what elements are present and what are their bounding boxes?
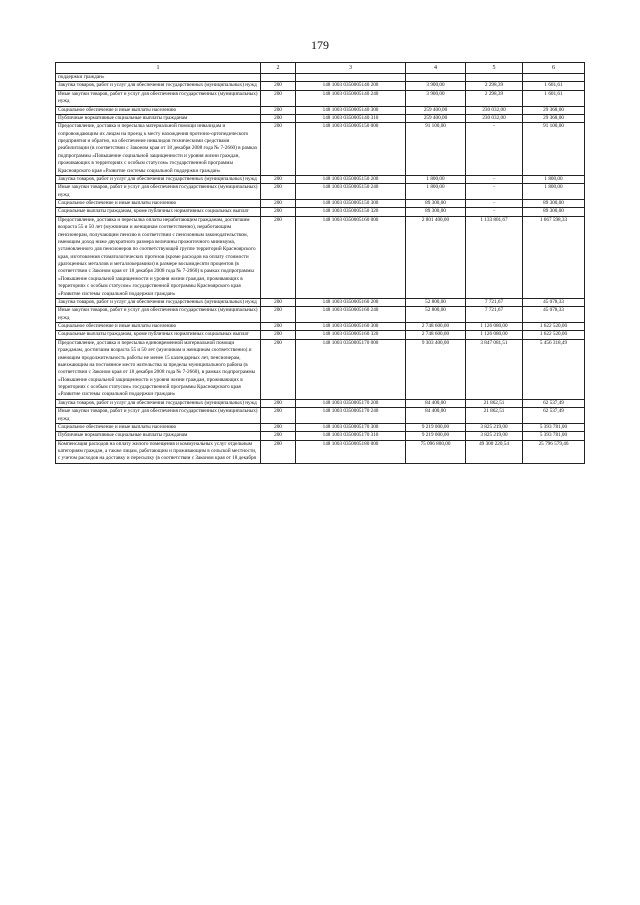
row-remainder-cell: 29 368,00 [523, 114, 585, 122]
table-row [56, 339, 585, 399]
row-name-cell: Публичные нормативные социальные выплаты гражданам [56, 432, 261, 440]
table-row [56, 408, 585, 424]
table-row [56, 298, 585, 306]
row-kbk-cell: 148 1003 0350005140 240 [296, 90, 406, 106]
row-name-cell: поддержки граждан» [56, 74, 261, 82]
row-plan-cell: 75 096 800,00 [406, 440, 466, 463]
column-header: 1 [56, 63, 261, 74]
table-row [56, 200, 585, 208]
row-plan-cell: 89 300,00 [406, 200, 466, 208]
row-remainder-cell: 1 601,61 [523, 82, 585, 90]
row-code-cell: 200 [261, 216, 296, 298]
row-fact-cell: 230 032,00 [466, 114, 523, 122]
row-code-cell: 200 [261, 106, 296, 114]
row-fact-cell: 2 298,39 [466, 90, 523, 106]
row-remainder-cell: 45 078,33 [523, 307, 585, 323]
row-fact-cell: 3 825 219,00 [466, 432, 523, 440]
row-code-cell: 200 [261, 423, 296, 431]
row-code-cell: 200 [261, 175, 296, 183]
row-fact-cell: - [466, 184, 523, 200]
row-fact-cell: 3 825 219,00 [466, 423, 523, 431]
row-plan-cell: 259 400,00 [406, 114, 466, 122]
row-code-cell: 200 [261, 114, 296, 122]
row-fact-cell: - [466, 200, 523, 208]
row-remainder-cell: 5 456 318,49 [523, 339, 585, 399]
row-plan-cell: 259 400,00 [406, 106, 466, 114]
table-row [56, 331, 585, 339]
row-kbk-cell: 148 1003 0350005180 000 [296, 440, 406, 463]
row-kbk-cell: 148 1003 0350005160 000 [296, 216, 406, 298]
row-name-cell: Предоставление, доставка и пересылка материальной помощи инвалидам и сопровождающим их лицам на проезд к месту нахождения протезно-ортопедического предприятия и обратно, на обеспечение инвалидов техническими средствами реабилитации (в соответствии с Законом края от 18 декабря 2008 года № 7-2660) в рамках подпрограммы «Повышение социальной защищенности и уровня жизни граждан, проживающих в территориях с особым статусом» государственной программы Красноярского края «Развитие системы социальной поддержки граждан» [56, 123, 261, 176]
row-code-cell: 200 [261, 82, 296, 90]
row-code-cell: 200 [261, 90, 296, 106]
row-remainder-cell: 25 796 579,46 [523, 440, 585, 463]
row-kbk-cell: 148 1003 0350005140 300 [296, 106, 406, 114]
row-kbk-cell: 148 1003 0350005170 300 [296, 423, 406, 431]
row-name-cell: Публичные нормативные социальные выплаты гражданам [56, 114, 261, 122]
row-fact-cell [466, 74, 523, 82]
table-row [56, 399, 585, 407]
row-name-cell: Социальные выплаты гражданам, кроме публичных нормативных социальных выплат [56, 208, 261, 216]
row-plan-cell: 1 800,00 [406, 175, 466, 183]
table-row [56, 184, 585, 200]
row-remainder-cell: 1 800,00 [523, 175, 585, 183]
row-kbk-cell: 148 1003 0350005150 000 [296, 123, 406, 176]
table-row [56, 106, 585, 114]
row-name-cell: Закупка товаров, работ и услуг для обеспечения государственных (муниципальных) нужд [56, 175, 261, 183]
row-remainder-cell: 5 393 781,00 [523, 432, 585, 440]
row-kbk-cell [296, 74, 406, 82]
row-name-cell: Закупка товаров, работ и услуг для обеспечения государственных (муниципальных) нужд [56, 82, 261, 90]
row-kbk-cell: 148 1003 0350005140 200 [296, 82, 406, 90]
row-code-cell: 200 [261, 408, 296, 424]
row-plan-cell: 2 748 600,00 [406, 331, 466, 339]
row-plan-cell: 9 303 400,00 [406, 339, 466, 399]
row-fact-cell: 1 126 080,00 [466, 323, 523, 331]
row-code-cell [261, 74, 296, 82]
budget-execution-table [55, 62, 585, 464]
row-code-cell: 200 [261, 123, 296, 176]
row-fact-cell: 21 862,51 [466, 408, 523, 424]
row-code-cell: 200 [261, 298, 296, 306]
row-code-cell: 200 [261, 208, 296, 216]
row-remainder-cell: 45 078,33 [523, 298, 585, 306]
row-plan-cell: 89 300,00 [406, 208, 466, 216]
row-plan-cell [406, 74, 466, 82]
row-plan-cell: 84 400,00 [406, 408, 466, 424]
row-name-cell: Компенсация расходов на оплату жилого помещения и коммунальных услуг отдельным категориям граждан, а также лицам, работающим и проживающим в сельской местности, с учетом расходов на доставку и пересылку (в соответствии с Законом края от 18 декабря [56, 440, 261, 463]
row-kbk-cell: 148 1003 0350005150 300 [296, 200, 406, 208]
row-kbk-cell: 148 1003 0350005170 200 [296, 399, 406, 407]
row-fact-cell: 2 298,39 [466, 82, 523, 90]
row-plan-cell: 9 219 000,00 [406, 423, 466, 431]
row-plan-cell: 9 219 000,00 [406, 432, 466, 440]
row-remainder-cell: 1 622 520,00 [523, 323, 585, 331]
row-kbk-cell: 148 1003 0350005150 200 [296, 175, 406, 183]
row-kbk-cell: 148 1003 0350005150 320 [296, 208, 406, 216]
table-row [56, 114, 585, 122]
row-plan-cell: 84 400,00 [406, 399, 466, 407]
row-remainder-cell: 89 300,00 [523, 208, 585, 216]
row-kbk-cell: 148 1003 0350005160 240 [296, 307, 406, 323]
table-row [56, 175, 585, 183]
row-fact-cell: 230 032,00 [466, 106, 523, 114]
row-fact-cell: 3 847 081,51 [466, 339, 523, 399]
row-fact-cell: - [466, 208, 523, 216]
row-name-cell: Социальное обеспечение и иные выплаты населению [56, 323, 261, 331]
row-code-cell: 200 [261, 307, 296, 323]
column-number-row [56, 63, 585, 74]
row-code-cell: 200 [261, 184, 296, 200]
row-name-cell: Иные закупки товаров, работ и услуг для обеспечения государственных (муниципальных) нужд [56, 184, 261, 200]
row-kbk-cell: 148 1003 0350005140 310 [296, 114, 406, 122]
row-name-cell: Социальное обеспечение и иные выплаты населению [56, 200, 261, 208]
table-row [56, 323, 585, 331]
table-row [56, 82, 585, 90]
row-name-cell: Иные закупки товаров, работ и услуг для обеспечения государственных (муниципальных) нужд [56, 408, 261, 424]
row-name-cell: Предоставление, доставка и пересылка единовременной материальной помощи гражданам, достигшим возраста 55 и 50 лет (мужчинам и женщинам соответственно) и имеющим продолжительность работы не менее 15 календарных лет, пенсионерам, выезжающим на постоянное место жительства за пределы муниципального района (в соответствии с Законом края от 18 декабря 2008 года № 7-2660), в рамках подпрограммы «Повышение социальной защищенности и уровня жизни граждан, проживающих в территориях с особым статусом» государственной программы Красноярского края «Развитие системы социальной поддержки граждан» [56, 339, 261, 399]
row-fact-cell: - [466, 175, 523, 183]
column-header: 4 [406, 63, 466, 74]
row-kbk-cell: 148 1003 0350005160 300 [296, 323, 406, 331]
row-plan-cell: 52 800,00 [406, 298, 466, 306]
row-code-cell: 200 [261, 200, 296, 208]
row-remainder-cell: 91 100,00 [523, 123, 585, 176]
table-row [56, 216, 585, 298]
table-row [56, 423, 585, 431]
table-row [56, 74, 585, 82]
row-fact-cell: 21 862,51 [466, 399, 523, 407]
table-row [56, 307, 585, 323]
row-kbk-cell: 148 1003 0350005160 320 [296, 331, 406, 339]
row-kbk-cell: 148 1003 0350005170 000 [296, 339, 406, 399]
row-plan-cell: 1 800,00 [406, 184, 466, 200]
row-name-cell: Социальные выплаты гражданам, кроме публичных нормативных социальных выплат [56, 331, 261, 339]
row-remainder-cell: 1 622 520,00 [523, 331, 585, 339]
row-plan-cell: 91 100,00 [406, 123, 466, 176]
row-fact-cell: 49 300 220,54 [466, 440, 523, 463]
table-row [56, 123, 585, 176]
row-kbk-cell: 148 1003 0350005160 200 [296, 298, 406, 306]
row-remainder-cell: 62 537,49 [523, 408, 585, 424]
row-plan-cell: 3 900,00 [406, 90, 466, 106]
page-number: 179 [311, 38, 329, 52]
row-remainder-cell: 1 800,00 [523, 184, 585, 200]
row-name-cell: Предоставление, доставка и пересылка оплаты неработающим гражданам, достигшим возраста 55 и 50 лет (мужчинам и женщинам соответственно), неработающим пенсионерам, получающим пенсию в соответствии с пенсионным законодательством, имеющим доход ниже двукратного размера величины прожиточного минимума, установленного для пенсионеров по соответствующей группе территорий Красноярского края, изготовления стоматологических протезов (кроме расходов на оплату стоимости драгоценных металлов и металлокерамики) в размере восьмидесяти процентов (в соответствии с Законом края от 18 декабря 2008 года № 7-2660) в рамках подпрограммы «Повышение социальной защищенности и уровня жизни граждан, проживающих в территориях с особым статусом» государственной программы Красноярского края «Развитие системы социальной поддержки граждан» [56, 216, 261, 298]
row-remainder-cell: 89 300,00 [523, 200, 585, 208]
row-fact-cell: 7 721,67 [466, 307, 523, 323]
row-remainder-cell: 1 667 598,33 [523, 216, 585, 298]
table-row [56, 90, 585, 106]
row-remainder-cell: 29 368,00 [523, 106, 585, 114]
table-row [56, 440, 585, 463]
row-fact-cell: 1 126 080,00 [466, 331, 523, 339]
row-code-cell: 200 [261, 399, 296, 407]
table-row [56, 432, 585, 440]
row-fact-cell: 1 133 801,67 [466, 216, 523, 298]
table-row [56, 208, 585, 216]
row-plan-cell: 52 800,00 [406, 307, 466, 323]
row-fact-cell: - [466, 123, 523, 176]
row-remainder-cell: 1 601,61 [523, 90, 585, 106]
column-header: 6 [523, 63, 585, 74]
row-code-cell: 200 [261, 432, 296, 440]
column-header: 3 [296, 63, 406, 74]
row-remainder-cell [523, 74, 585, 82]
row-fact-cell: 7 721,67 [466, 298, 523, 306]
row-code-cell: 200 [261, 339, 296, 399]
row-code-cell: 200 [261, 323, 296, 331]
row-remainder-cell: 62 537,49 [523, 399, 585, 407]
column-header: 5 [466, 63, 523, 74]
row-code-cell: 200 [261, 440, 296, 463]
row-code-cell: 200 [261, 331, 296, 339]
row-name-cell: Иные закупки товаров, работ и услуг для обеспечения государственных (муниципальных) нужд [56, 307, 261, 323]
row-kbk-cell: 148 1003 0350005170 240 [296, 408, 406, 424]
row-plan-cell: 2 748 600,00 [406, 323, 466, 331]
row-name-cell: Иные закупки товаров, работ и услуг для обеспечения государственных (муниципальных) нужд [56, 90, 261, 106]
row-kbk-cell: 148 1003 0350005150 240 [296, 184, 406, 200]
row-name-cell: Закупка товаров, работ и услуг для обеспечения государственных (муниципальных) нужд [56, 298, 261, 306]
column-header: 2 [261, 63, 296, 74]
row-kbk-cell: 148 1003 0350005170 310 [296, 432, 406, 440]
row-plan-cell: 2 801 400,00 [406, 216, 466, 298]
row-plan-cell: 3 900,00 [406, 82, 466, 90]
row-remainder-cell: 5 393 781,00 [523, 423, 585, 431]
row-name-cell: Закупка товаров, работ и услуг для обеспечения государственных (муниципальных) нужд [56, 399, 261, 407]
row-name-cell: Социальное обеспечение и иные выплаты населению [56, 423, 261, 431]
row-name-cell: Социальное обеспечение и иные выплаты населению [56, 106, 261, 114]
